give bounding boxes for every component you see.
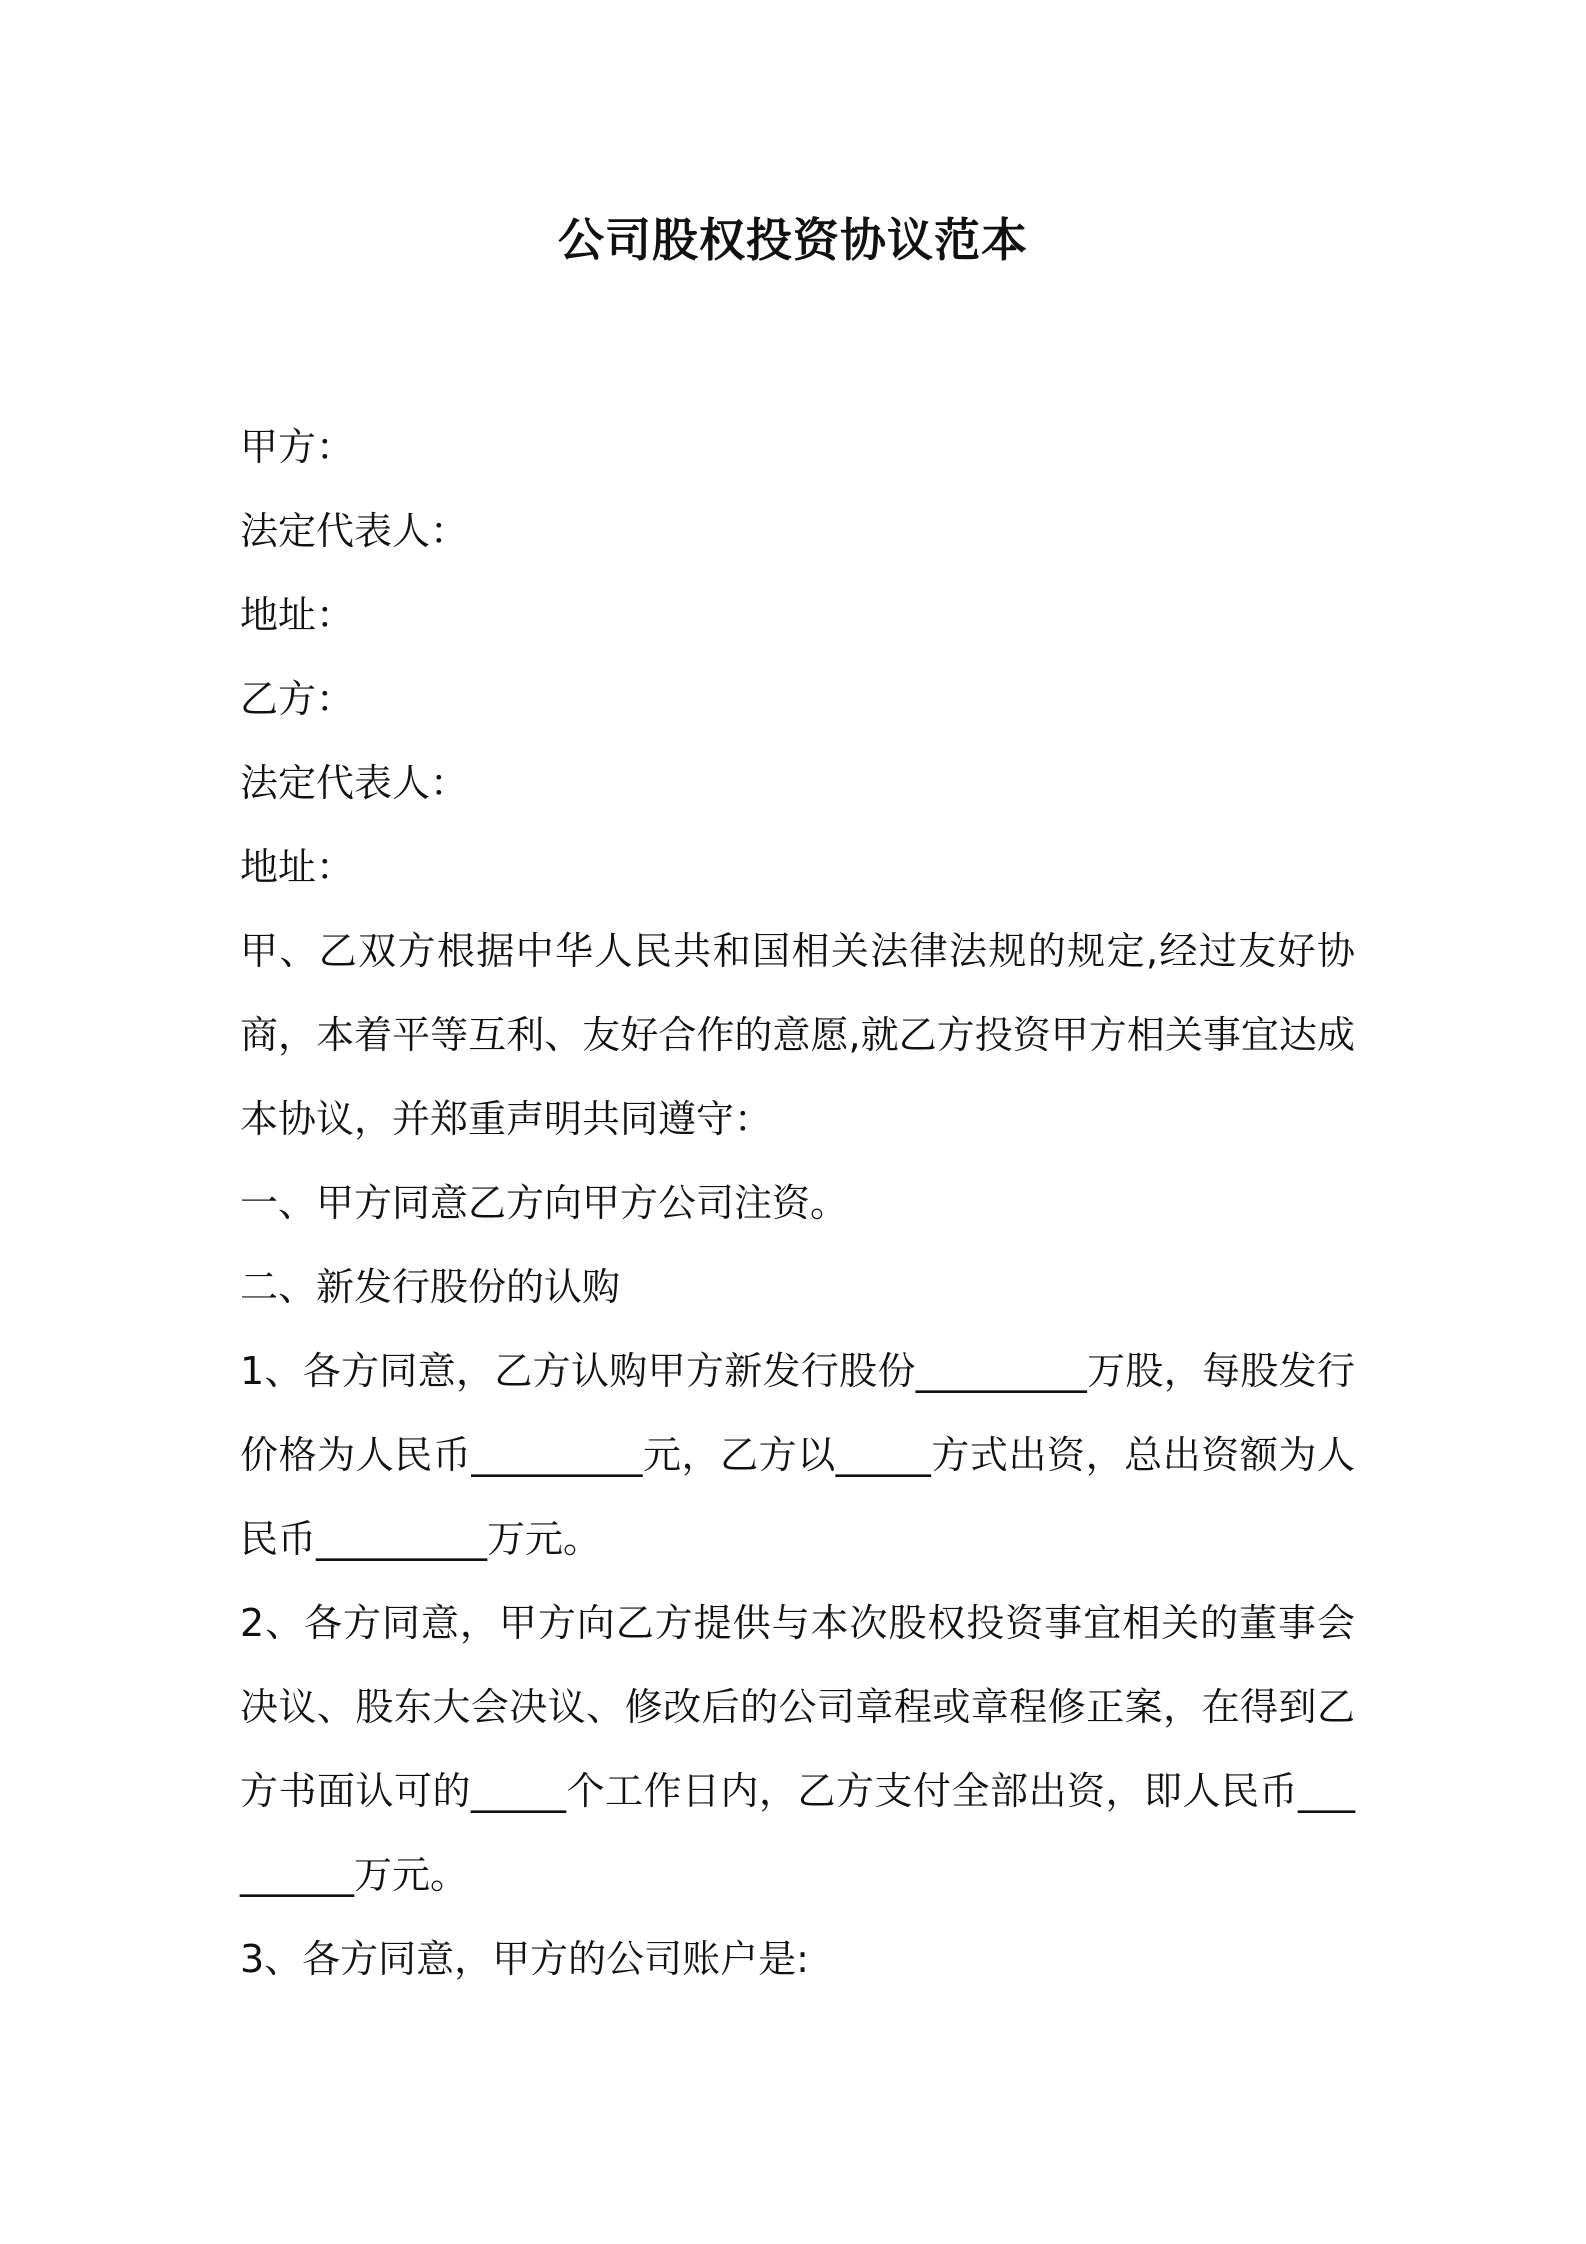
preamble-paragraph: 甲、乙双方根据中华人民共和国相关法律法规的规定,经过友好协商，本着平等互利、友好合作的意愿,就乙方投资甲方相关事宜达成本协议，并郑重声明共同遵守： [240, 929, 1355, 1141]
party-b-address-label: 地址： [240, 845, 355, 889]
section-1-heading: 一、甲方同意乙方向甲方公司注资。 [240, 1181, 849, 1225]
section-2-heading: 二、新发行股份的认购 [240, 1265, 621, 1309]
party-b-label: 乙方： [240, 677, 355, 721]
party-b-representative-label: 法定代表人： [240, 761, 469, 805]
document-body [240, 405, 1355, 2001]
clause-2-paragraph: 2、各方同意，甲方向乙方提供与本次股权投资事宜相关的董事会决议、股东大会决议、修改后的公司章程或章程修正案，在得到乙方书面认可的_____个工作日内，乙方支付全部出资，即人民币_________万元。 [240, 1601, 1355, 1897]
party-a-label: 甲方： [240, 425, 355, 469]
clause-1-paragraph: 1、各方同意，乙方认购甲方新发行股份_________万股，每股发行价格为人民币_________元，乙方以_____方式出资，总出资额为人民币_________万元。 [240, 1349, 1355, 1561]
clause-3-paragraph: 3、各方同意，甲方的公司账户是: [240, 1937, 809, 1981]
party-a-address-label: 地址： [240, 593, 355, 637]
party-a-representative-label: 法定代表人： [240, 509, 469, 553]
document-title: 公司股权投资协议范本 [558, 213, 1028, 267]
